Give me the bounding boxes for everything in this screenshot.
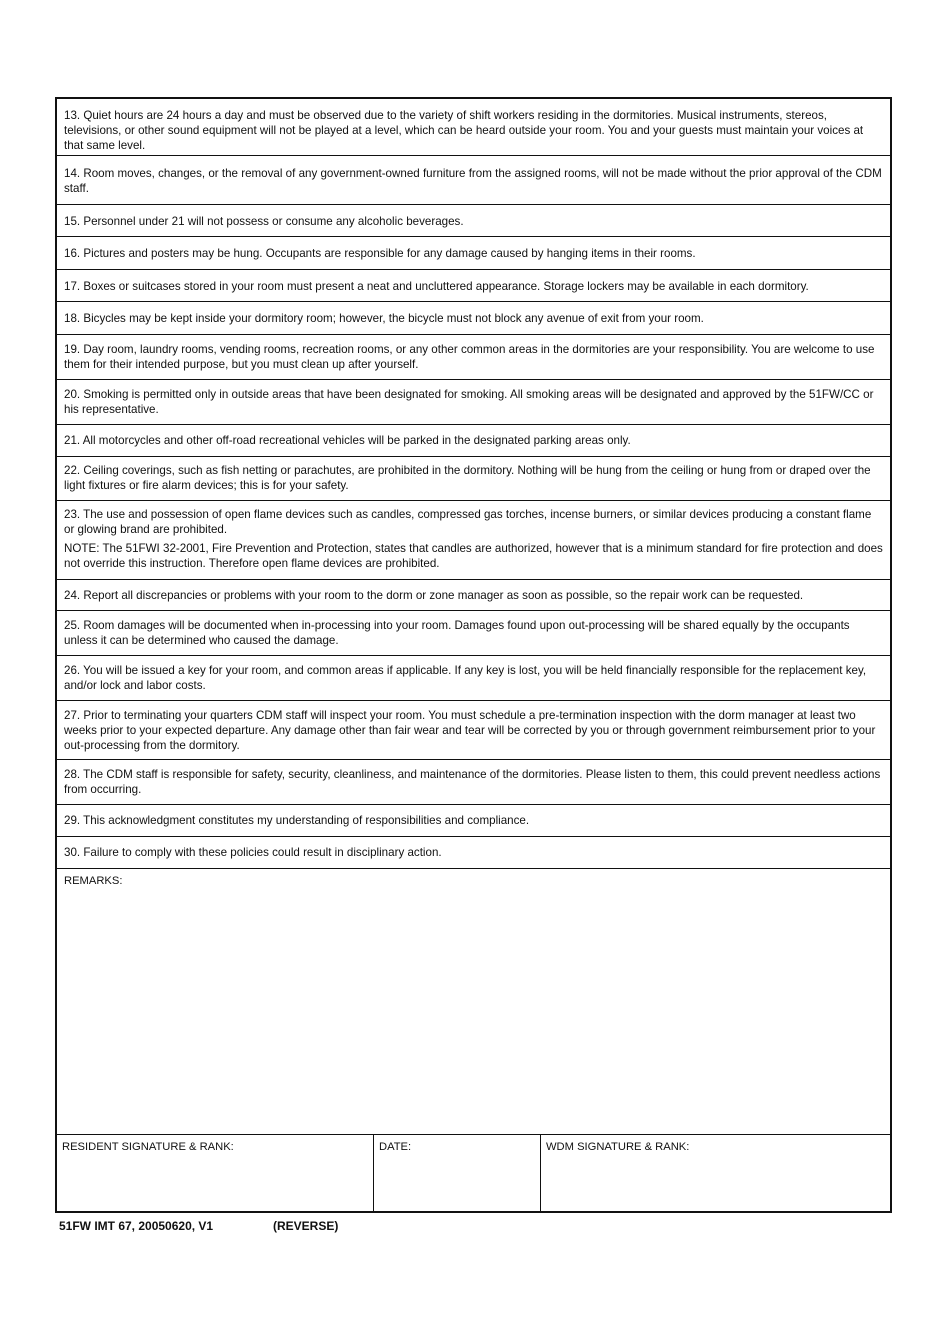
policy-text: 23. The use and possession of open flame devices such as candles, compressed gas torches, incense burners, or similar devices producing a constant flame or glowing brand are prohibited. [64,508,872,536]
policy-item-16 [57,237,890,270]
date-label: DATE: [379,1141,412,1153]
policy-text: 16. Pictures and posters may be hung. Occupants are responsible for any damage caused by hanging items in their rooms. [64,247,696,260]
policy-text: 17. Boxes or suitcases stored in your room must present a neat and uncluttered appearance. Storage lockers may be available in each dormitory. [64,280,809,293]
dormitory-policy-form [55,97,892,1213]
policy-text: 24. Report all discrepancies or problems with your room to the dorm or zone manager as soon as possible, so the repair work can be requested. [64,589,804,602]
policy-note: NOTE: The 51FWI 32-2001, Fire Prevention and Protection, states that candles are authorized, however that is a minimum standard for fire protection and does not override this instruction. Therefore open flame devices are prohibited. [64,542,883,570]
policy-text: 27. Prior to terminating your quarters CDM staff will inspect your room. You must schedule a pre-termination inspection with the dorm manager at least two weeks prior to your expected departure. Any damage other than fair wear and tear will be corrected by you or through government reimbursement prior to your out-processing from the dormitory. [64,709,876,752]
policy-text: 15. Personnel under 21 will not possess or consume any alcoholic beverages. [64,215,464,228]
policy-text: 26. You will be issued a key for your room, and common areas if applicable. If any key is lost, you will be held financially responsible for the replacement key, and/or lock and labor costs. [64,664,867,692]
policy-text: 25. Room damages will be documented when in-processing into your room. Damages found upon out-processing will be shared equally by the occupants unless it can be determined who caused the damage. [64,619,850,647]
policy-text: 19. Day room, laundry rooms, vending rooms, recreation rooms, or any other common areas in the dormitories are your responsibility. You are welcome to use them for their intended purpose, but you must clean up after yourself. [64,343,875,371]
page-side-label: (REVERSE) [273,1219,339,1233]
policy-item-13 [57,99,890,156]
policy-item-14 [57,156,890,205]
policy-item-25 [57,611,890,656]
form-id: 51FW IMT 67, 20050620, V1 [59,1219,214,1233]
wdm-signature-label: WDM SIGNATURE & RANK: [546,1141,690,1153]
policy-item-18 [57,302,890,335]
policy-item-29 [57,805,890,837]
policy-text: 29. This acknowledgment constitutes my understanding of responsibilities and compliance. [64,814,530,827]
policy-item-23 [57,501,890,580]
policy-item-21 [57,425,890,457]
remarks-field[interactable] [57,869,890,1135]
form-footer [59,1219,338,1233]
policy-item-27 [57,701,890,760]
policy-item-15 [57,205,890,237]
policy-text: 22. Ceiling coverings, such as fish netting or parachutes, are prohibited in the dormitory. Nothing will be hung from the ceiling or hung from or draped over the light fixtures or fire alarm devices; this is for your safety. [64,464,871,492]
policy-text: 14. Room moves, changes, or the removal of any government-owned furniture from the assigned rooms, will not be made without the prior approval of the CDM staff. [64,167,882,195]
wdm-signature-field[interactable] [541,1135,890,1213]
policy-item-28 [57,760,890,805]
policy-item-17 [57,270,890,302]
date-field[interactable] [374,1135,541,1213]
policy-item-26 [57,656,890,701]
policy-text: 28. The CDM staff is responsible for safety, security, cleanliness, and maintenance of the dormitories. Please listen to them, this could prevent needless actions from occurring. [64,768,881,796]
remarks-label: REMARKS: [64,875,123,887]
policy-item-19 [57,335,890,380]
policy-text: 13. Quiet hours are 24 hours a day and must be observed due to the variety of shift workers residing in the dormitories. Musical instruments, stereos, televisions, or other sound equipment will not be played at a level, which can be heard outside your room. You and your guests must maintain your voices at that same level. [64,109,864,152]
resident-signature-label: RESIDENT SIGNATURE & RANK: [62,1141,234,1153]
policy-text: 18. Bicycles may be kept inside your dormitory room; however, the bicycle must not block any avenue of exit from your room. [64,312,704,325]
policy-text: 20. Smoking is permitted only in outside areas that have been designated for smoking. All smoking areas will be designated and approved by the 51FW/CC or his representative. [64,388,874,416]
policy-item-24 [57,580,890,611]
resident-signature-field[interactable] [57,1135,374,1213]
policy-item-20 [57,380,890,425]
policy-item-30 [57,837,890,869]
policy-text: 21. All motorcycles and other off-road recreational vehicles will be parked in the designated parking areas only. [64,434,631,447]
policy-text-group [64,507,884,571]
policy-text: 30. Failure to comply with these policies could result in disciplinary action. [64,846,442,859]
policy-item-22 [57,457,890,501]
signature-row [57,1135,890,1213]
